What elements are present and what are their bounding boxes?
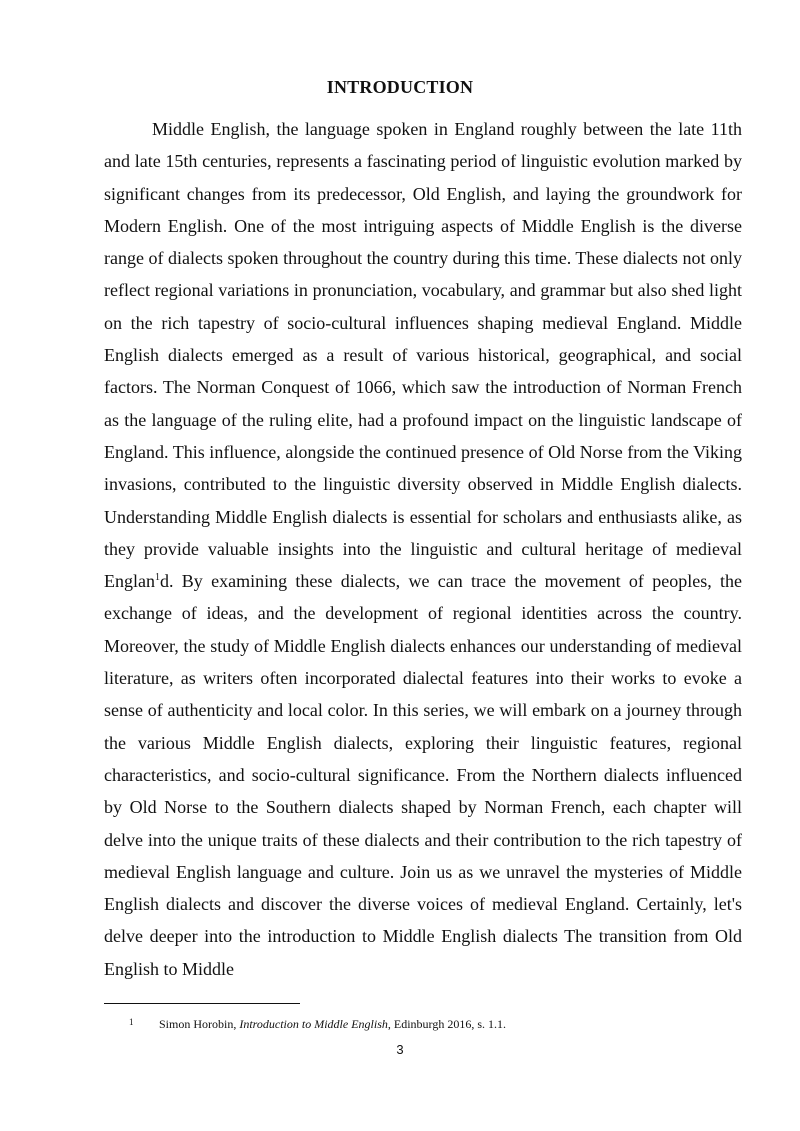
body-text-part-1: Middle English, the language spoken in England roughly between the late 11th and late 15th centuries, represents a fascinating period of linguistic evolution marked by significant changes from its predecessor, Old English, and laying the groundwork for Modern English. One of the most intriguing aspects of Middle English is the diverse range of dialects spoken throughout the country during this time. These dialects not only reflect regional variations in pronunciation, vocabulary, and grammar but also shed light on the rich tapestry of socio-cultural influences shaping medieval England. Middle English dialects emerged as a result of various historical, geographical, and social factors. The Norman Conquest of 1066, which saw the introduction of Norman French as the language of the ruling elite, had a profound impact on the linguistic landscape of England. This influence, alongside the continued presence of Old Norse from the Viking invasions, contributed to the linguistic diversity observed in Middle English dialects. Understanding Middle English dialects is essential for scholars and enthusiasts alike, as they provide valuable insights into the linguistic and cultural heritage of medieval Englan — [104, 119, 742, 592]
footnote-work-title: Introduction to Middle English — [239, 1017, 388, 1031]
page-title: INTRODUCTION — [326, 77, 474, 97]
footnote-reference[interactable]: 1 — [155, 572, 160, 584]
footnote-separator — [104, 1003, 300, 1004]
footnote — [129, 1014, 506, 1032]
body-text-part-2: d. By examining these dialects, we can trace the movement of peoples, the exchange of ideas, and the development of regional identities across the country. Moreover, the study of Middle English dialects enhances our understanding of medieval literature, as writers often incorporated dialectal features into their works to evoke a sense of authenticity and local color. In this series, we will embark on a journey through the various Middle English dialects, exploring their linguistic features, regional characteristics, and socio-cultural significance. From the Northern dialects influenced by Old Norse to the Southern dialects shaped by Norman French, each chapter will delve into the unique traits of these dialects and their contribution to the rich tapestry of medieval English language and culture. Join us as we unravel the mysteries of Middle English dialects and discover the diverse voices of medieval England. Certainly, let's delve deeper into the introduction to Middle English dialects The transition from Old English to Middle — [104, 571, 742, 979]
footnote-details: , Edinburgh 2016, s. 1.1. — [387, 1017, 507, 1031]
page-number: 3 — [396, 1042, 404, 1057]
footnote-marker: 1 — [129, 1017, 134, 1027]
footnote-author: Simon Horobin, — [159, 1017, 240, 1031]
body-paragraph — [104, 113, 742, 985]
